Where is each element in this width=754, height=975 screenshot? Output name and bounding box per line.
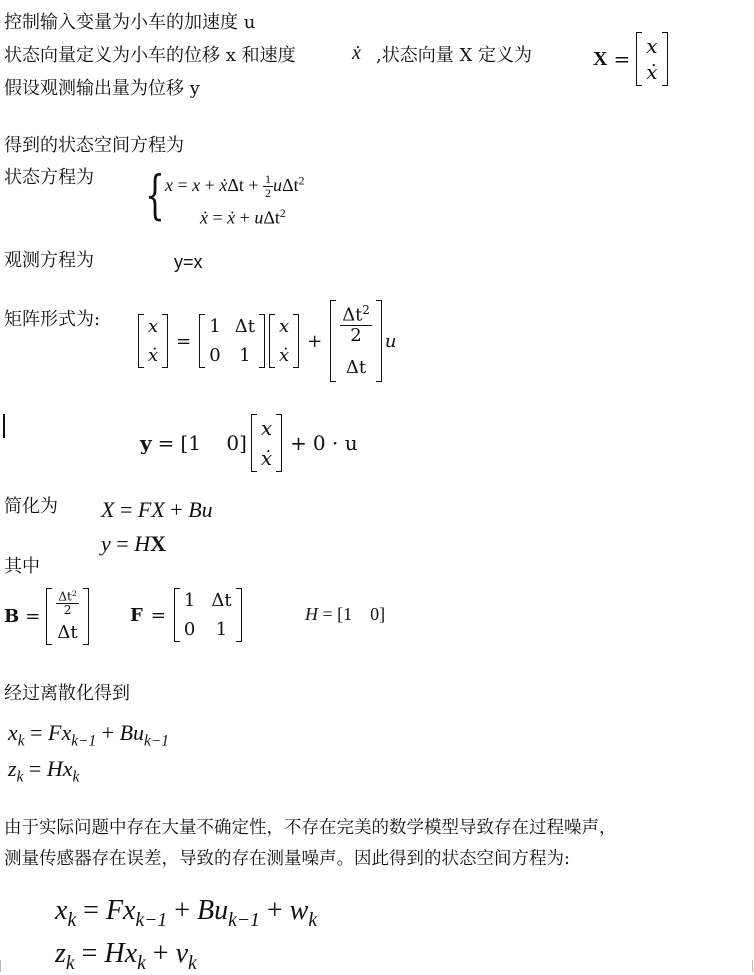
- simplified-eq-1: X = FX + Bu: [101, 497, 213, 522]
- line-matrix-form-label: 矩阵形式为:: [4, 309, 101, 330]
- line-observation-equation-label: 观测方程为: [4, 250, 94, 271]
- state-vector-matrix: [636, 32, 667, 86]
- line-simplified-label: 简化为: [4, 496, 58, 517]
- page-edge-left: [0, 960, 1, 972]
- state-equation-row1: x = x + ẋΔt + $\frac{1}{2}$ uΔt$^2$: [165, 172, 305, 201]
- transition-matrix: 1 Δt 0 1: [199, 314, 265, 368]
- bold-X: X: [593, 47, 608, 70]
- equals-sign: =: [613, 47, 631, 71]
- paragraph-line-1: 由于实际问题中存在大量不确定性，不存在完美的数学模型导致存在过程噪声，: [4, 818, 617, 838]
- line-state-vector-def: 状态向量定义为小车的位移 x 和速度: [4, 45, 296, 66]
- line-control-input: 控制输入变量为小车的加速度 u: [4, 12, 256, 33]
- left-brace: {: [145, 166, 165, 226]
- line-state-vector-X: ,状态向量 X 定义为: [376, 45, 532, 66]
- discrete-eq-1: $x_k = Fx_{k-1} + Bu_{k-1}$: [8, 720, 169, 750]
- discrete-eq-2: $z_k = Hx_k$: [8, 756, 80, 786]
- paragraph-line-2: 测量传感器存在误差，导致的存在测量噪声。因此得到的状态空间方程为:: [4, 849, 570, 869]
- matrix-cell-x: x: [646, 34, 658, 58]
- H-matrix-def: H = [1 0]: [305, 604, 386, 624]
- output-equation: y = [1 0] x ẋ + 0 · u: [140, 416, 358, 470]
- simplified-eq-2: y = HX: [101, 531, 166, 556]
- noisy-observation-equation: $z_k = Hx_k + v_k$: [55, 938, 197, 974]
- line-state-space-heading: 得到的状态空间方程为: [4, 135, 184, 156]
- noisy-state-equation: $x_k = Fx_{k-1} + Bu_{k-1} + w_k$: [55, 895, 318, 931]
- text-cursor: [3, 414, 5, 438]
- F-matrix-def: F = 1 Δt 0 1: [130, 588, 242, 642]
- matrix-cell-xdot: ẋ: [646, 60, 658, 84]
- B-matrix-def: B = $\frac{\Delta t^2}{2}$ Δt: [4, 588, 89, 645]
- line-discretization-label: 经过离散化得到: [4, 683, 130, 704]
- page-edge-right: [752, 960, 753, 972]
- state-vector-definition: [593, 32, 668, 86]
- xdot-symbol: ẋ: [352, 42, 361, 64]
- line-where-label: 其中: [4, 556, 40, 577]
- matrix-form-equation: x ẋ = 1 Δt 0 1 x ẋ + $\frac{\Delta t^2}{2}$ Δt u: [138, 300, 396, 382]
- input-matrix: $\frac{\Delta t^2}{2}$ Δt: [330, 300, 382, 382]
- state-equation-row2: ẋ = ẋ + uΔt$^2$: [200, 207, 286, 228]
- line-observation-output: 假设观测输出量为位移 y: [4, 78, 200, 99]
- observation-equation: y=x: [174, 252, 203, 272]
- line-state-equation-label: 状态方程为: [4, 167, 94, 188]
